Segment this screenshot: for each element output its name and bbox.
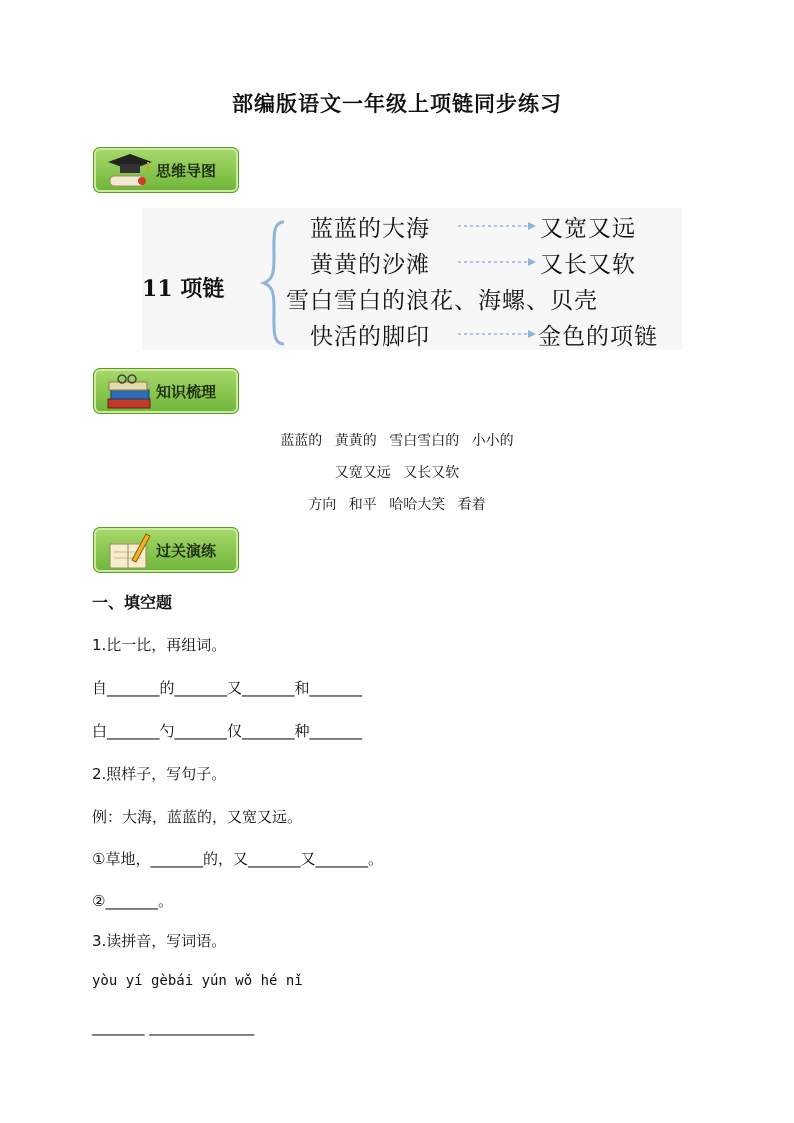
practice-banner-label: 过关演练 bbox=[156, 542, 217, 560]
map-row-4-left: 快活的脚印 bbox=[310, 324, 430, 350]
map-row-2-right: 又长又软 bbox=[540, 252, 636, 278]
q2-item-2: ②_______。 bbox=[92, 892, 173, 910]
q1-line-2: 白_______勺_______仅_______种_______ bbox=[92, 722, 363, 740]
knowledge-banner bbox=[93, 368, 239, 414]
question-1: 1.比一比，再组词。 bbox=[92, 636, 227, 654]
question-2: 2.照样子，写句子。 bbox=[92, 765, 227, 783]
q1-line-1: 自_______的_______又_______和_______ bbox=[92, 679, 363, 697]
knowledge-line-1: 蓝蓝的 黄黄的 雪白雪白的 小小的 bbox=[280, 433, 514, 449]
knowledge-line-2: 又宽又远 又长又软 bbox=[334, 465, 460, 481]
mindmap-banner bbox=[93, 147, 239, 193]
q3-pinyin: yòu yí gèbái yún wǒ hé nǐ bbox=[92, 973, 303, 989]
map-row-1-left: 蓝蓝的大海 bbox=[310, 216, 430, 242]
arrow-icon bbox=[458, 256, 538, 268]
question-3: 3.读拼音，写词语。 bbox=[92, 932, 227, 950]
books-icon bbox=[102, 371, 158, 413]
page-title: 部编版语文一年级上项链同步练习 bbox=[232, 92, 562, 116]
q3-blanks: _______ ______________ bbox=[92, 1018, 255, 1036]
section-heading: 一、填空题 bbox=[92, 593, 173, 612]
arrow-icon bbox=[458, 328, 538, 340]
mind-map bbox=[142, 208, 682, 350]
map-row-3: 雪白雪白的浪花、海螺、贝壳 bbox=[286, 288, 598, 314]
knowledge-line-3: 方向 和平 哈哈大笑 看着 bbox=[308, 497, 486, 513]
notebook-pencil-icon bbox=[102, 530, 158, 572]
graduation-cap-icon bbox=[102, 150, 158, 192]
knowledge-banner-label: 知识梳理 bbox=[156, 383, 217, 401]
q2-example: 例：大海，蓝蓝的，又宽又远。 bbox=[92, 808, 303, 826]
map-row-2-left: 黄黄的沙滩 bbox=[310, 252, 430, 278]
q2-item-1: ①草地，_______的，又_______又_______。 bbox=[92, 850, 383, 868]
map-row-1-right: 又宽又远 bbox=[540, 216, 636, 242]
map-row-4-right: 金色的项链 bbox=[538, 324, 658, 350]
mindmap-banner-label: 思维导图 bbox=[156, 162, 217, 180]
arrow-icon bbox=[458, 220, 538, 232]
lesson-title: 11 项链 bbox=[142, 276, 225, 302]
practice-banner bbox=[93, 527, 239, 573]
